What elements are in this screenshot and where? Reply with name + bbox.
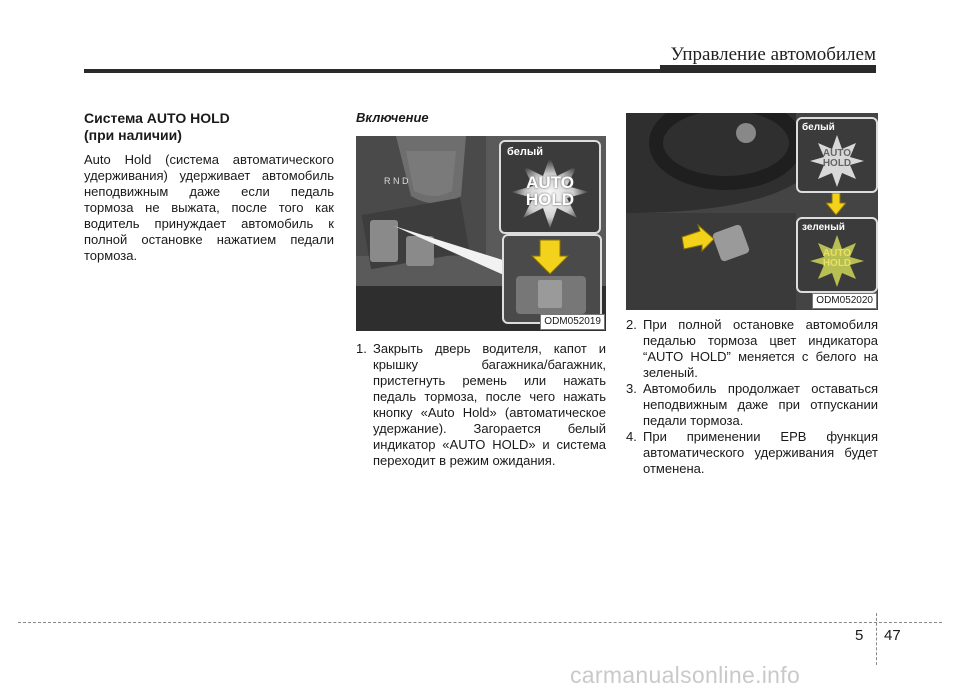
section-title-line2: (при наличии) bbox=[84, 127, 182, 143]
list-item bbox=[626, 381, 878, 429]
callout-white-state bbox=[796, 117, 878, 193]
step-text: При применении EPB функция автоматического удерживания будет отменена. bbox=[643, 429, 878, 476]
page-number: 47 bbox=[884, 627, 901, 644]
footer-page-divider bbox=[876, 613, 877, 665]
step-text: Автомобиль продолжает оставаться неподвижным даже при отпускании педали тормоза. bbox=[643, 381, 878, 428]
callout-auto-text bbox=[501, 174, 599, 208]
step-number: 1. bbox=[356, 341, 367, 356]
header-rule-accent bbox=[660, 65, 876, 71]
list-item bbox=[626, 429, 878, 477]
callout-green-text bbox=[798, 249, 876, 269]
section-column bbox=[84, 110, 334, 264]
list-item bbox=[626, 317, 878, 381]
callout-green-line1: AUTO bbox=[822, 248, 852, 259]
step-text: Закрыть дверь водителя, капот и крышку багажника/багажник, пристегнуть ремень или нажать педаль тормоза, после чего нажать кнопку «Auto Hold» (автоматическое удержание). Загорается белый индикатор «AUTO HOLD» и система переходит в режим ожидания. bbox=[373, 341, 606, 468]
step-number: 3. bbox=[626, 381, 637, 396]
footer-divider bbox=[18, 622, 942, 623]
section-title-line1: Система AUTO HOLD bbox=[84, 110, 230, 126]
header-title: Управление автомобилем bbox=[670, 44, 876, 65]
step-text: При полной остановке автомобиля педалью тормоза цвет индикатора “AUTO HOLD” меняется с белого на зеленый. bbox=[643, 317, 878, 380]
chapter-number: 5 bbox=[855, 627, 864, 644]
step-number: 4. bbox=[626, 429, 637, 444]
down-arrow-icon bbox=[504, 236, 600, 322]
callout-button-closeup bbox=[502, 234, 602, 324]
callout-white-line1: AUTO bbox=[822, 148, 852, 159]
subhead-activation: Включение bbox=[356, 110, 429, 125]
figure-gear-console bbox=[356, 136, 606, 331]
callout-white-label: белый bbox=[507, 146, 544, 158]
callout-green-state bbox=[796, 217, 878, 293]
steps-list-left bbox=[356, 341, 606, 469]
steps-list-right bbox=[626, 317, 878, 477]
callout-green-line2: HOLD bbox=[822, 258, 852, 269]
callout-bottom-label: зеленый bbox=[802, 222, 845, 233]
callout-auto-line1: AUTO bbox=[526, 173, 574, 192]
down-arrow-icon bbox=[826, 193, 846, 215]
callout-top-label: белый bbox=[802, 122, 835, 133]
list-item bbox=[356, 341, 606, 469]
section-title bbox=[84, 110, 334, 144]
svg-text:R N D: R N D bbox=[384, 176, 409, 186]
figure-code: ODM052019 bbox=[540, 314, 605, 330]
figure-brake-pedal bbox=[626, 113, 878, 310]
section-body: Auto Hold (система автоматического удерживания) удерживает автомобиль неподвижным даже если педаль тормоза не выжата, после того как водитель принуждает автомобиль к полной остановке нажатием педали тормоза. bbox=[84, 152, 334, 263]
callout-white-indicator bbox=[499, 140, 601, 234]
watermark: carmanualsonline.info bbox=[570, 662, 801, 688]
step-number: 2. bbox=[626, 317, 637, 332]
callout-auto-line2: HOLD bbox=[525, 190, 575, 209]
figure-code: ODM052020 bbox=[812, 293, 877, 309]
callout-white-line2: HOLD bbox=[822, 158, 852, 169]
callout-white-text bbox=[798, 149, 876, 169]
